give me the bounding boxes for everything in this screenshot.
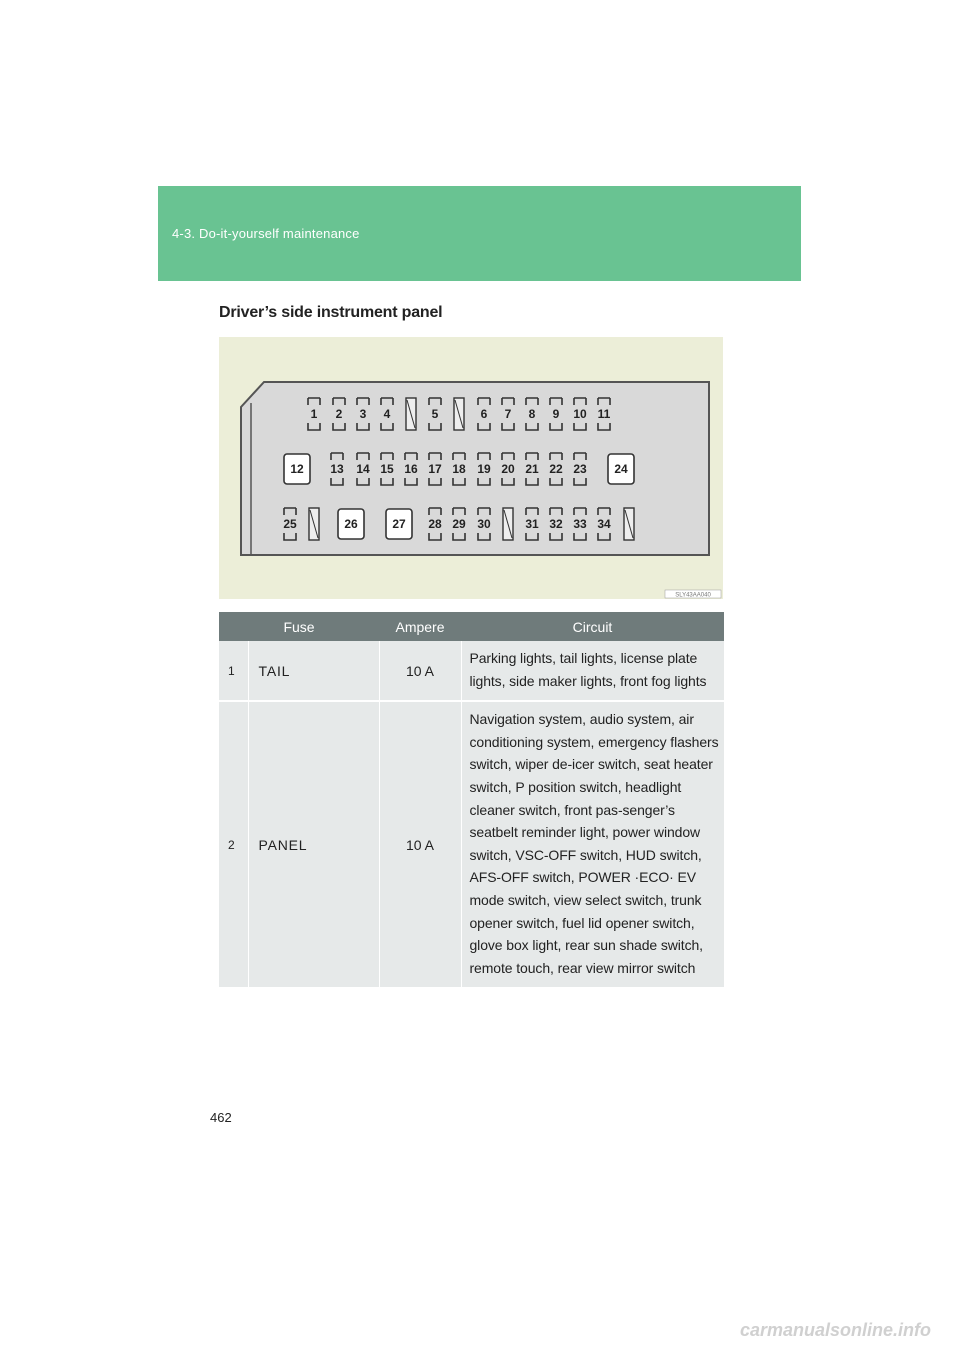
fuse-slot [338, 509, 364, 539]
fuse-number-label: 21 [525, 462, 539, 476]
image-code-label: SLY43AA040 [675, 592, 711, 599]
fuse-number-label: 12 [290, 462, 304, 476]
fuse-number-label: 31 [525, 517, 539, 531]
header-circuit: Circuit [461, 612, 724, 641]
header-ampere: Ampere [379, 612, 461, 641]
fuse-number-label: 29 [452, 517, 466, 531]
fuse-number-label: 23 [573, 462, 587, 476]
fuse-number: 1 [219, 641, 248, 701]
fuse-number-label: 2 [335, 407, 343, 421]
table-row [219, 641, 724, 701]
fuse-circuit: Parking lights, tail lights, license plate lights, side maker lights, front fog lights [461, 641, 724, 701]
empty-fuse-slot [624, 508, 634, 540]
fuse-number-label: 28 [428, 517, 442, 531]
fuse-number-label: 15 [380, 462, 394, 476]
fuse-number-label: 30 [477, 517, 491, 531]
table-header-row [219, 612, 724, 641]
fuse-table [219, 612, 724, 989]
empty-fuse-slot [454, 398, 464, 430]
table-row [219, 701, 724, 988]
fuse-number-label: 9 [552, 407, 560, 421]
fuse-number-label: 7 [504, 407, 512, 421]
fuse-name: PANEL [248, 701, 379, 988]
fuse-number-label: 4 [383, 407, 391, 421]
fuse-number-label: 20 [501, 462, 515, 476]
page-heading: Driver’s side instrument panel [219, 304, 443, 321]
fuse-number-label: 26 [344, 517, 358, 531]
fuse-box-diagram [219, 337, 723, 599]
fuse-number-label: 5 [431, 407, 439, 421]
empty-fuse-slot [503, 508, 513, 540]
fuse-number-label: 22 [549, 462, 563, 476]
page-number: 462 [210, 1110, 232, 1125]
fuse-number-label: 8 [528, 407, 536, 421]
fuse-slot [608, 454, 634, 484]
fuse-box-illustration [219, 337, 723, 599]
fuse-number-label: 16 [404, 462, 418, 476]
fuse-number-label: 33 [573, 517, 587, 531]
header-fuse: Fuse [219, 612, 379, 641]
fuse-number-label: 10 [573, 407, 587, 421]
fuse-number-label: 11 [597, 407, 611, 421]
fuse-circuit: Navigation system, audio system, air conditioning system, emergency flashers switch, wiper de-icer switch, seat heater switch, P position switch, headlight cleaner switch, front pas-senger’s seatbelt reminder light, power window switch, VSC-OFF switch, HUD switch, AFS-OFF switch, POWER ·ECO· EV mode switch, view select switch, trunk opener switch, fuel lid opener switch, glove box light, rear sun shade switch, remote touch, rear view mirror switch [461, 701, 724, 988]
fuse-ampere: 10 A [379, 641, 461, 701]
fuse-number-label: 6 [480, 407, 488, 421]
fuse-number-label: 3 [359, 407, 367, 421]
section-header-band [158, 186, 801, 281]
fuse-number-label: 32 [549, 517, 563, 531]
fuse-slot [284, 454, 310, 484]
fuse-number-label: 13 [330, 462, 344, 476]
fuse-number-label: 34 [597, 517, 611, 531]
watermark: carmanualsonline.info [740, 1320, 932, 1340]
fuse-number-label: 27 [392, 517, 406, 531]
fuse-number-label: 18 [452, 462, 466, 476]
fuse-name: TAIL [248, 641, 379, 701]
fuse-number-label: 14 [356, 462, 370, 476]
fuse-number-label: 19 [477, 462, 491, 476]
fuse-slot [386, 509, 412, 539]
fuse-number-label: 24 [614, 462, 628, 476]
section-label: 4-3. Do-it-yourself maintenance [172, 226, 360, 241]
empty-fuse-slot [309, 508, 319, 540]
empty-fuse-slot [406, 398, 416, 430]
fuse-number: 2 [219, 701, 248, 988]
fuse-number-label: 1 [310, 407, 318, 421]
fuse-number-label: 25 [283, 517, 297, 531]
fuse-number-label: 17 [428, 462, 442, 476]
fuse-ampere: 10 A [379, 701, 461, 988]
